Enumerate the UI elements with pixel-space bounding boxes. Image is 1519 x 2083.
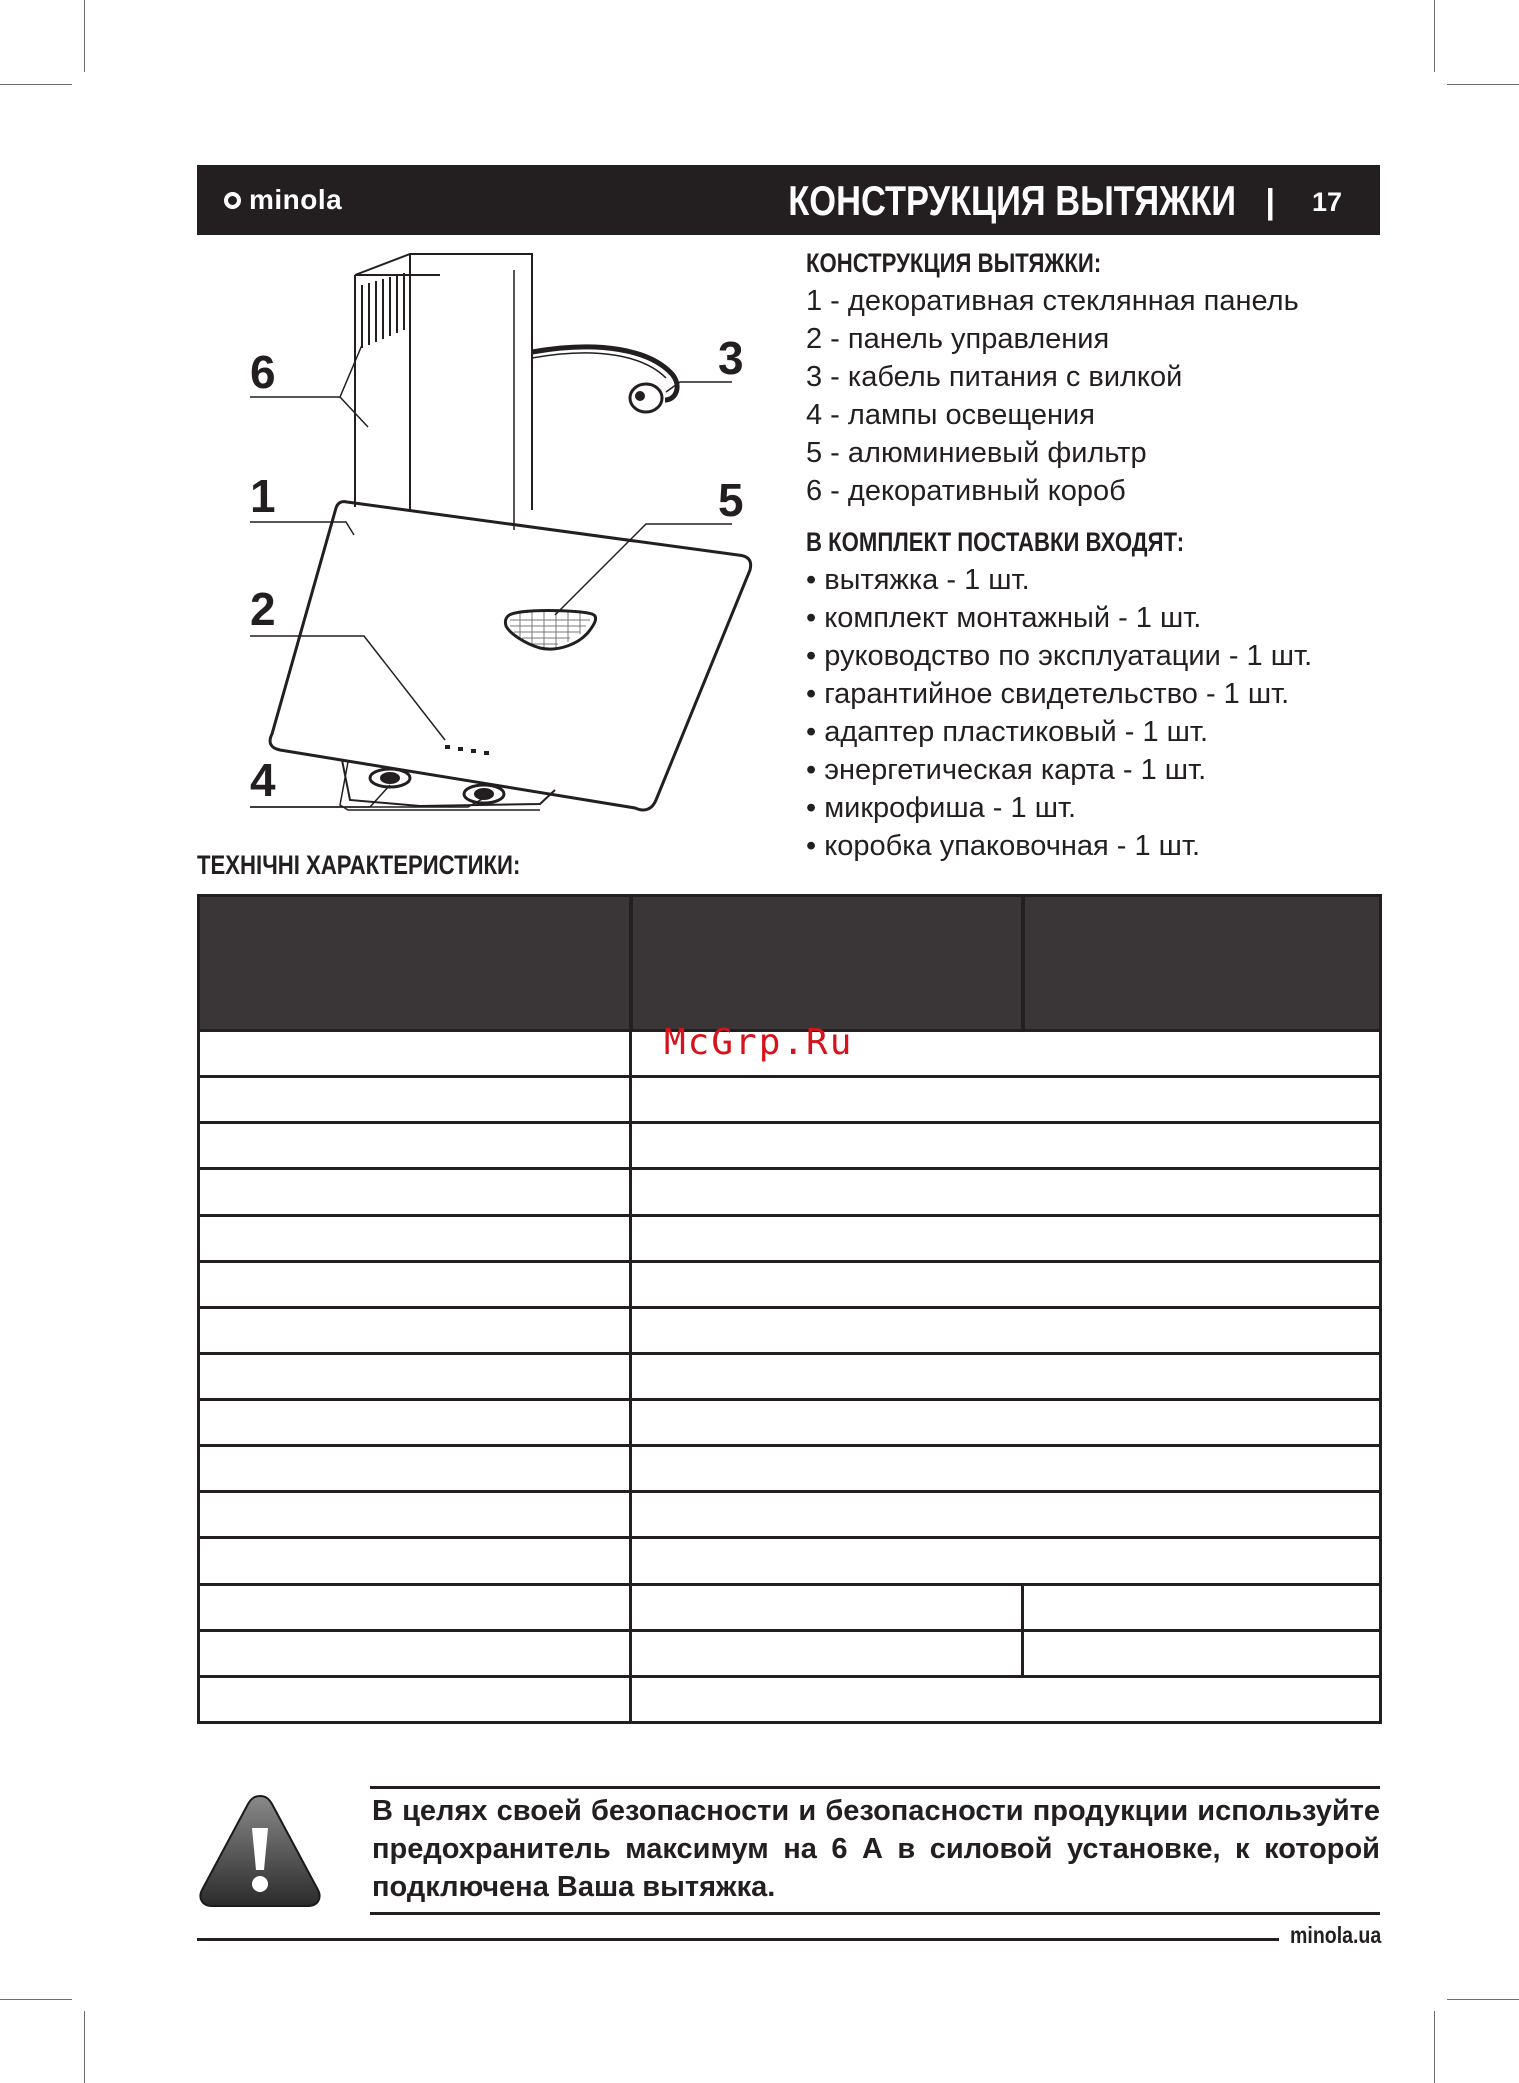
table-row <box>199 1492 1381 1538</box>
list-item: • гарантийное свидетельство - 1 шт. <box>806 678 1290 710</box>
table-cell <box>1023 1584 1381 1630</box>
list-item: 6 - декоративный короб <box>806 475 1126 507</box>
table-cell <box>199 1031 631 1077</box>
list-item: • руководство по эксплуатации - 1 шт. <box>806 640 1313 672</box>
warning-icon <box>196 1790 324 1910</box>
header-bar <box>197 165 1380 235</box>
warning-text: В целях своей безопасности и безопасности продукции используйте предохранитель максимум на 6 А в силовой установке, к которой подключена Ваша вытяжка. <box>372 1795 1380 1903</box>
table-cell <box>199 1261 631 1307</box>
brand-logo <box>224 185 342 215</box>
crop-mark <box>1447 1999 1519 2000</box>
callout-6: 6 <box>250 346 276 398</box>
footer-rule <box>197 1938 1279 1941</box>
table-cell <box>199 1307 631 1353</box>
list-item: • вытяжка - 1 шт. <box>806 564 1030 596</box>
table-row <box>199 1169 1381 1215</box>
crop-mark <box>1447 84 1519 85</box>
hood-diagram <box>240 240 760 825</box>
list-item: • энергетическая карта - 1 шт. <box>806 754 1207 786</box>
table-row <box>199 1077 1381 1123</box>
table-cell <box>631 1261 1381 1307</box>
table-cell <box>199 1123 631 1169</box>
table-cell <box>199 1676 631 1722</box>
table-row <box>199 1215 1381 1261</box>
table-cell <box>631 1123 1381 1169</box>
callout-3: 3 <box>718 332 744 384</box>
list-item: • адаптер пластиковый - 1 шт. <box>806 716 1209 748</box>
table-row <box>199 1400 1381 1446</box>
specs-table <box>197 894 1382 1724</box>
table-cell <box>199 1353 631 1399</box>
table-row <box>199 1261 1381 1307</box>
table-row <box>199 1353 1381 1399</box>
table-row <box>199 1538 1381 1584</box>
specs-title: ТЕХНІЧНІ ХАРАКТЕРИСТИКИ: <box>197 850 521 880</box>
parts-list <box>806 282 1299 510</box>
list-item: • коробка упаковочная - 1 шт. <box>806 830 1201 862</box>
table-cell <box>631 1215 1381 1261</box>
divider <box>370 1786 1380 1789</box>
table-header-cell <box>1023 896 1381 1031</box>
table-cell <box>631 1307 1381 1353</box>
table-cell <box>631 1630 1023 1676</box>
table-cell <box>631 1169 1381 1215</box>
table-cell <box>631 1400 1381 1446</box>
table-cell <box>199 1215 631 1261</box>
callout-5: 5 <box>718 474 744 526</box>
callout-4: 4 <box>250 754 276 806</box>
table-cell <box>199 1169 631 1215</box>
crop-mark <box>0 1999 72 2000</box>
watermark: McGrp.Ru <box>664 1022 854 1063</box>
list-item: 3 - кабель питания с вилкой <box>806 361 1183 393</box>
table-cell <box>199 1538 631 1584</box>
crop-mark <box>84 0 85 72</box>
table-cell <box>1023 1630 1381 1676</box>
crop-mark <box>1434 2011 1435 2083</box>
table-cell <box>199 1492 631 1538</box>
table-row <box>199 1307 1381 1353</box>
parts-title: КОНСТРУКЦИЯ ВЫТЯЖКИ: <box>806 248 1102 278</box>
kit-title: В КОМПЛЕКТ ПОСТАВКИ ВХОДЯТ: <box>806 527 1185 557</box>
table-cell <box>199 1446 631 1492</box>
list-item: • микрофиша - 1 шт. <box>806 792 1077 824</box>
list-item: • комплект монтажный - 1 шт. <box>806 602 1202 634</box>
kit-list <box>806 561 1312 865</box>
callout-1: 1 <box>250 470 276 522</box>
table-cell <box>199 1584 631 1630</box>
table-row <box>199 1123 1381 1169</box>
list-item: 1 - декоративная стеклянная панель <box>806 285 1299 317</box>
callout-2: 2 <box>250 583 276 635</box>
table-header-cell <box>631 896 1023 1031</box>
table-row <box>199 1446 1381 1492</box>
logo-ring-icon <box>224 192 241 209</box>
page-title: КОНСТРУКЦИЯ ВЫТЯЖКИ <box>788 177 1236 224</box>
table-cell <box>199 1077 631 1123</box>
crop-mark <box>84 2011 85 2083</box>
table-header-row <box>199 896 1381 1031</box>
table-row <box>199 1676 1381 1722</box>
table-cell <box>631 1353 1381 1399</box>
footer-url: minola.ua <box>1290 1922 1382 1948</box>
table-cell <box>631 1446 1381 1492</box>
table-cell <box>631 1077 1381 1123</box>
divider <box>370 1912 1380 1915</box>
table-cell <box>199 1400 631 1446</box>
table-row <box>199 1584 1381 1630</box>
table-cell <box>631 1584 1023 1630</box>
page-number: 17 <box>1311 187 1342 217</box>
table-cell <box>199 1630 631 1676</box>
crop-mark <box>0 84 72 85</box>
table-cell <box>631 1492 1381 1538</box>
header-separator: | <box>1265 183 1275 221</box>
logo-text: minola <box>249 184 343 215</box>
table-header-cell <box>199 896 631 1031</box>
crop-mark <box>1434 0 1435 72</box>
table-cell <box>631 1538 1381 1584</box>
list-item: 2 - панель управления <box>806 323 1110 355</box>
list-item: 4 - лампы освещения <box>806 399 1095 431</box>
table-row <box>199 1630 1381 1676</box>
list-item: 5 - алюминиевый фильтр <box>806 437 1147 469</box>
table-cell <box>631 1676 1381 1722</box>
